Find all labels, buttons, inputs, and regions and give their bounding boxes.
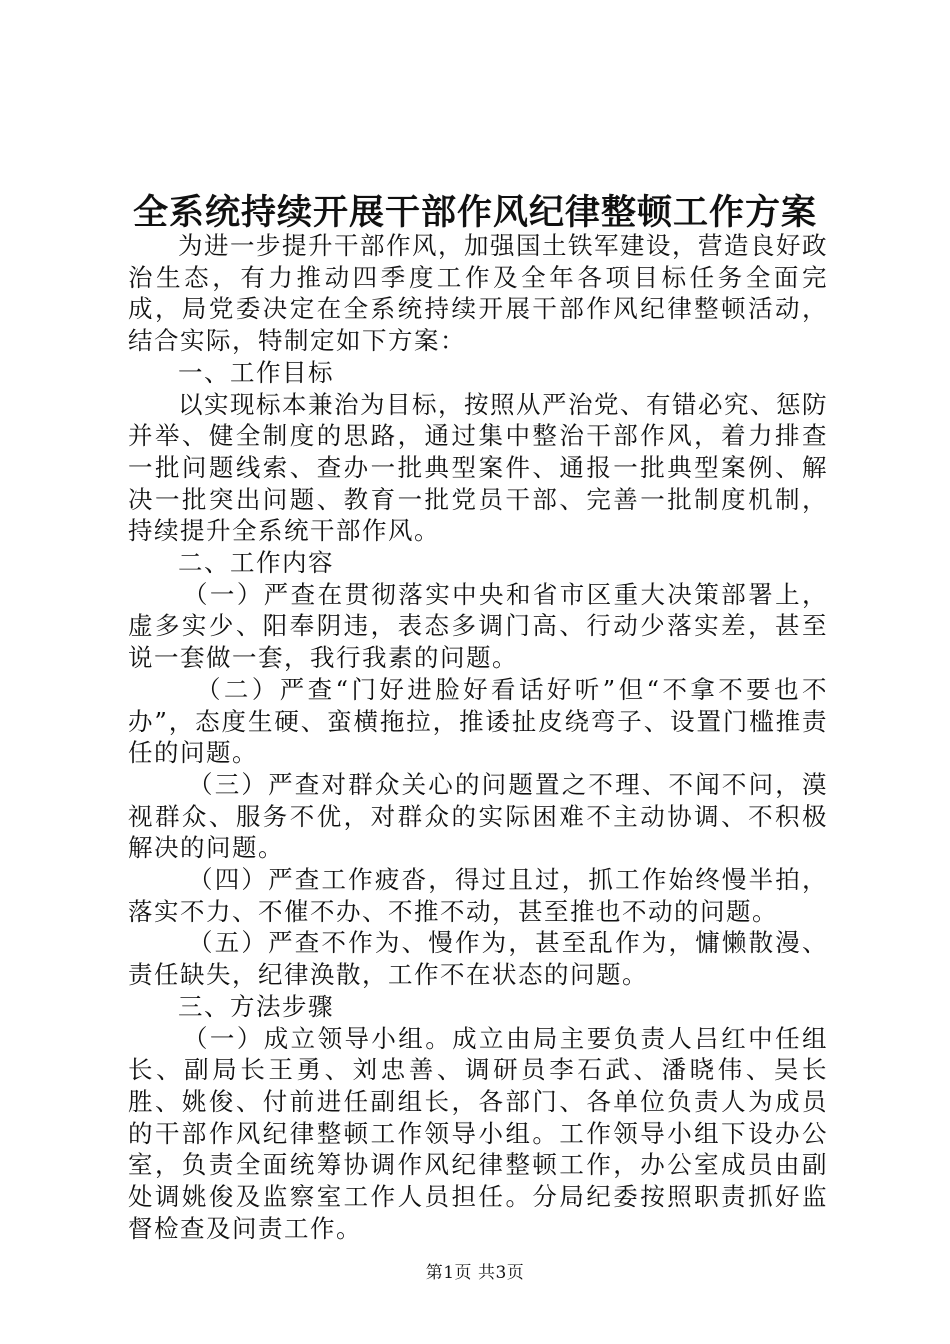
content-item-2: （二）严查“门好进脸好看话好听”但“不拿不要也不办”，态度生硬、蛮横拖拉，推诿扯皮绕弯子、设置门槛推责任的问题。 <box>128 674 828 768</box>
content-item-3: （三）严查对群众关心的问题置之不理、不闻不问，漠视群众、服务不优，对群众的实际困难不主动协调、不积极解决的问题。 <box>128 769 828 863</box>
content-item-4: （四）严查工作疲沓，得过且过，抓工作始终慢半拍，落实不力、不催不办、不推不动，甚至推也不动的问题。 <box>128 865 828 926</box>
page-number-footer: 第1页 共3页 <box>425 1263 525 1283</box>
intro-paragraph: 为进一步提升干部作风，加强国土铁军建设，营造良好政治生态，有力推动四季度工作及全年各项目标任务全面完成，局党委决定在全系统持续开展干部作风纪律整顿活动，结合实际，特制定如下方案： <box>128 231 828 356</box>
goals-paragraph: 以实现标本兼治为目标，按照从严治党、有错必究、惩防并举、健全制度的思路，通过集中整治干部作风，着力排查一批问题线索、查办一批典型案件、通报一批典型案例、解决一批突出问题、教育一批党员干部、完善一批制度机制，持续提升全系统干部作风。 <box>128 389 828 546</box>
document-body <box>128 230 828 1245</box>
section-heading-steps: 三、方法步骤 <box>178 991 334 1021</box>
section-heading-content: 二、工作内容 <box>178 548 334 578</box>
steps-item-1: （一）成立领导小组。成立由局主要负责人吕红中任组长、副局长王勇、刘忠善、调研员李石武、潘晓伟、吴长胜、姚俊、付前进任副组长，各部门、各单位负责人为成员的干部作风纪律整顿工作领导小组。工作领导小组下设办公室，负责全面统筹协调作风纪律整顿工作，办公室成员由副处调姚俊及监察室工作人员担任。分局纪委按照职责抓好监督检查及问责工作。 <box>128 1023 828 1243</box>
section-heading-goals: 一、工作目标 <box>178 357 334 387</box>
document-title: 全系统持续开展干部作风纪律整顿工作方案 <box>132 193 817 233</box>
content-item-1: （一）严查在贯彻落实中央和省市区重大决策部署上，虚多实少、阳奉阴违，表态多调门高、行动少落实差，甚至说一套做一套，我行我素的问题。 <box>128 579 828 673</box>
content-item-5: （五）严查不作为、慢作为，甚至乱作为，慵懒散漫、责任缺失，纪律涣散，工作不在状态的问题。 <box>128 928 828 990</box>
